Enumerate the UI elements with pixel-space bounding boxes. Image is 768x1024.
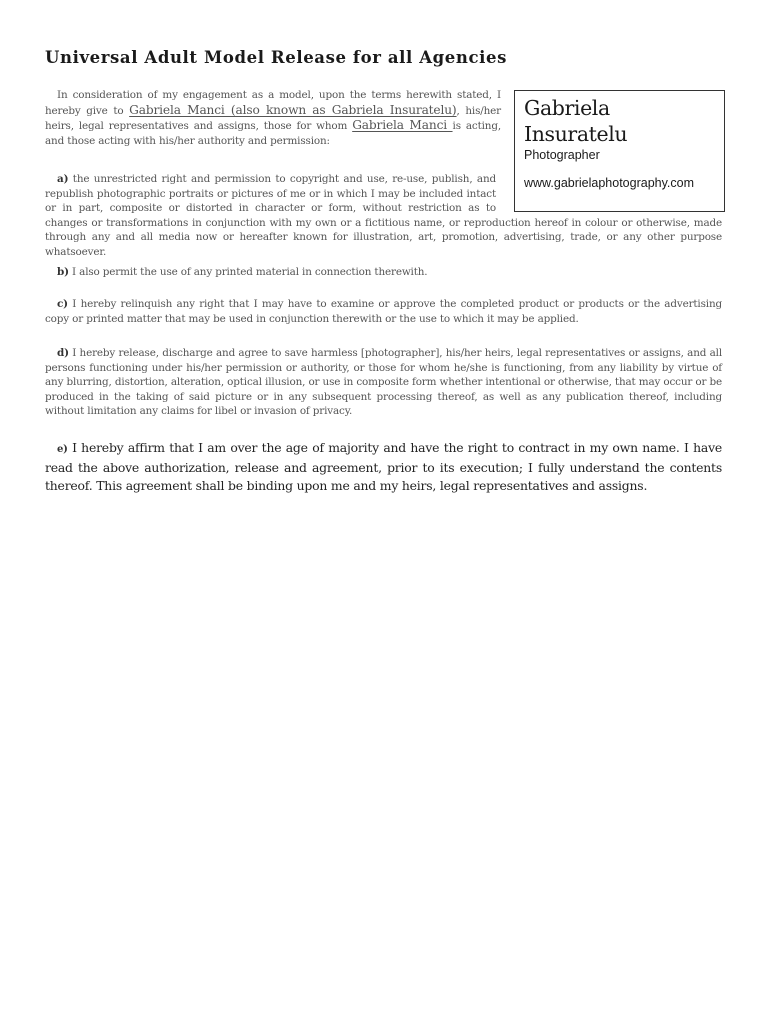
clause-e-text: I hereby affirm that I am over the age of majority and have the right to contract in my own name. I have read the above authorization, release and agreement, prior to its execution; I fully understand the contents thereof. This agreement shall be binding upon me and my heirs, legal representatives and assigns.	[45, 440, 722, 493]
card-role: Photographer	[524, 148, 600, 162]
clause-b	[45, 265, 722, 280]
clause-a-label: a)	[57, 173, 69, 185]
clause-d-text: I hereby release, discharge and agree to save harmless [photographer], his/her heirs, legal representatives or assigns, and all persons functioning under his/her permission or authority, or those for whom he/she is functioning, from any liability by virtue of any blurring, distortion, alteration, optical illusion, or use in composite form whether intentional or otherwise, that may occur or be produced in the taking of said picture or in any subsequent processing thereof, as well as any publication thereof, including without limitation any claims for libel or invasion of privacy.	[45, 347, 722, 418]
intro-lead: In consideration of my engagement as a model, upon the terms herewith stated, I hereby give to	[45, 89, 501, 117]
clause-a-text: the unrestricted right and permission to copyright and use, re-use, publish, and republish photographic portraits or pictures of me or in which I may be included intact or in part, composite or distorted in character or form, without restriction as to changes or transformations in conjunction with my own or a fictitious name, or reproduction hereof in colour or otherwise, made through any and all media now or hereafter known for illustration, art, promotion, advertising, trade, or any other purpose whatsoever.	[45, 173, 722, 258]
clause-c-label: c)	[57, 298, 68, 310]
clause-b-text: I also permit the use of any printed material in connection therewith.	[68, 266, 428, 278]
clause-d	[45, 346, 722, 419]
clause-e	[45, 439, 722, 495]
card-website: www.gabrielaphotography.com	[524, 176, 695, 190]
clause-d-label: d)	[57, 347, 69, 359]
intro-mid: , his/her heirs, legal representatives and assigns, those for whom	[45, 104, 501, 133]
photographer-card	[514, 90, 725, 212]
clause-c-text: I hereby relinquish any right that I may have to examine or approve the completed product or products or the advertising copy or printed matter that may be used in conjunction therewith or the use to which it may be applied.	[45, 298, 722, 325]
clause-e-label: e)	[57, 444, 68, 455]
card-name: Gabriela Insuratelu	[524, 96, 628, 146]
intro-tail: is acting, and those acting with his/her authority and permission:	[45, 120, 501, 147]
clause-b-label: b)	[57, 266, 69, 278]
intro-paragraph	[45, 88, 501, 148]
document-title: Universal Adult Model Release for all Agencies	[45, 48, 507, 67]
clause-c	[45, 297, 722, 326]
photographer-short-name: Gabriela Manci	[352, 118, 453, 133]
photographer-full-name: Gabriela Manci (also known as Gabriela Insuratelu)	[129, 102, 457, 117]
